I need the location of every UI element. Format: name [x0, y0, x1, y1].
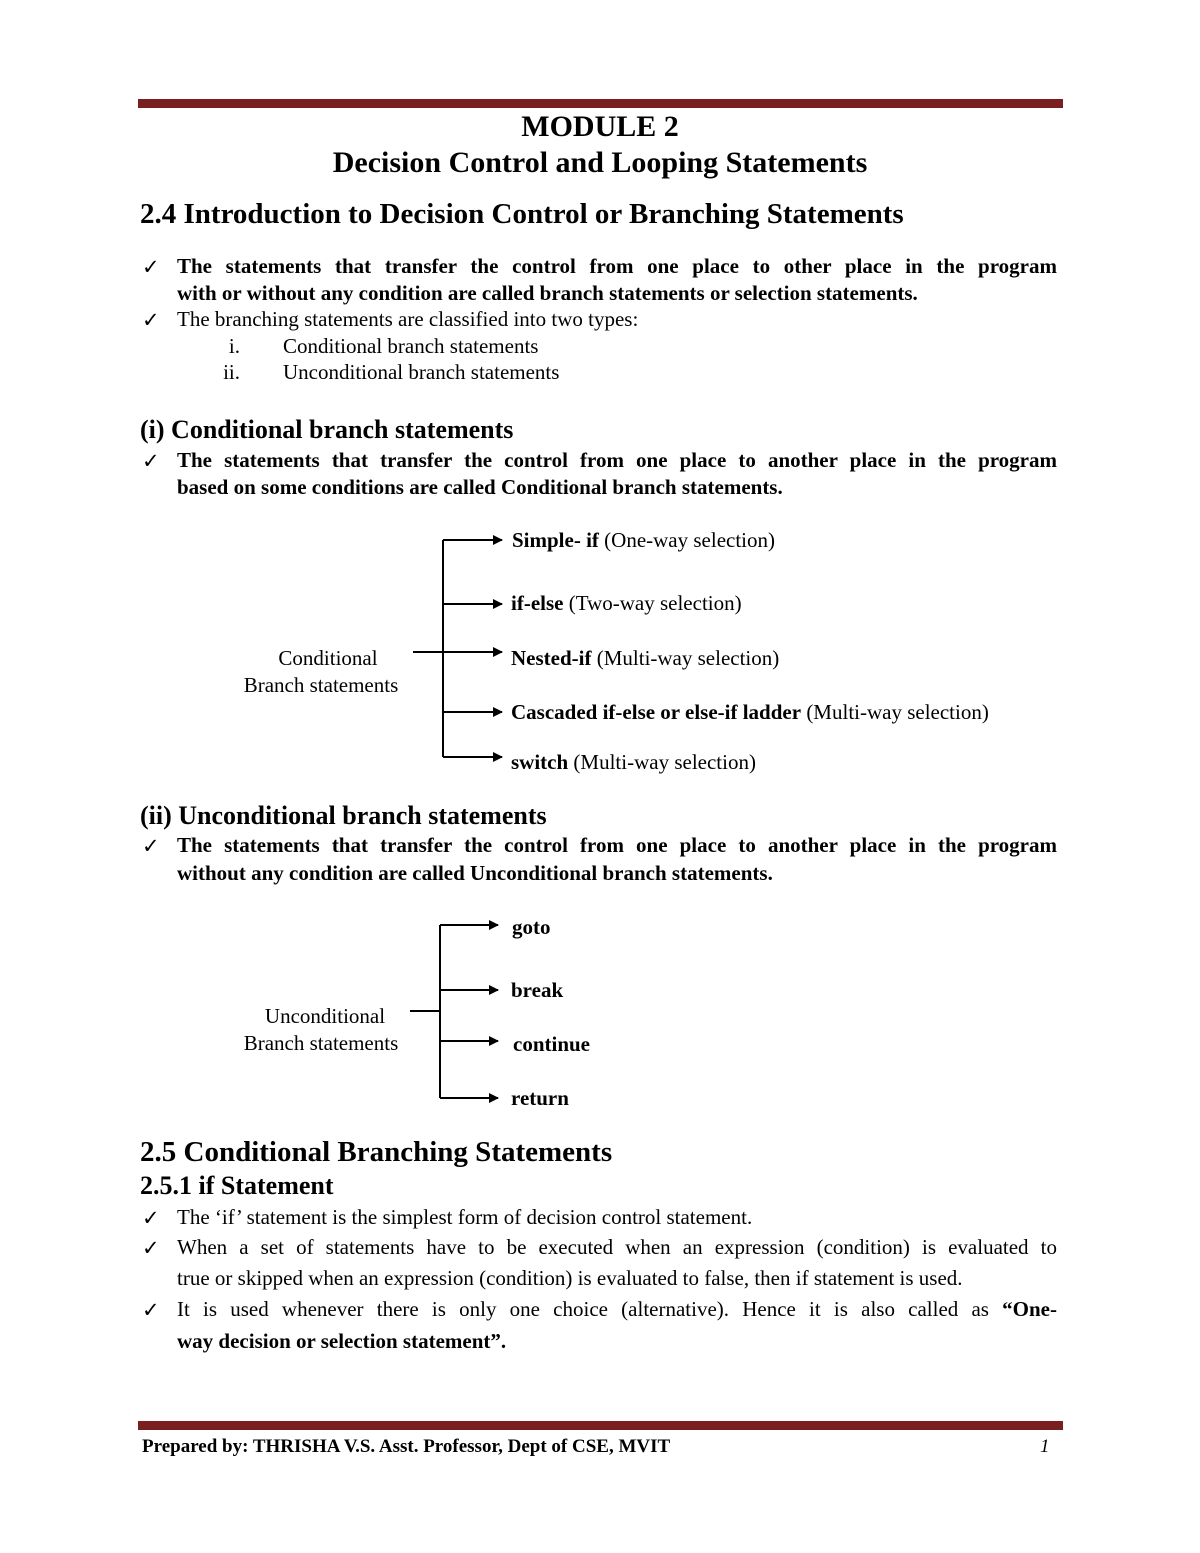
- uncond-item-continue: continue: [513, 1032, 591, 1056]
- sec25-bullet3-emphasis: “One-: [1002, 1297, 1057, 1321]
- cond-item-if-else: [511, 591, 742, 616]
- sec25-bullet3-line1: [177, 1297, 1057, 1322]
- check-icon: ✓: [142, 1206, 160, 1230]
- footer-prepared-by: Prepared by: THRISHA V.S. Asst. Professor, Dept of CSE, MVIT: [142, 1436, 671, 1457]
- conditional-diagram-label-1: Conditional: [278, 646, 378, 670]
- cond-item-cascaded: [511, 700, 989, 725]
- uncond-item-return: return: [511, 1086, 569, 1110]
- cond-item-simple-if: [512, 528, 775, 553]
- cond-item-keyword: Cascaded if-else or else-if ladder: [511, 700, 802, 724]
- sec25-bullet2-line1: When a set of statements have to be executed when an expression (condition) is evaluated to: [177, 1235, 1057, 1259]
- check-icon: ✓: [142, 449, 160, 473]
- check-icon: ✓: [142, 255, 160, 279]
- cond-item-keyword: Simple- if: [512, 528, 599, 552]
- sec25-bullet3-text: It is used whenever there is only one choice (alternative). Hence it is also called as: [177, 1297, 1003, 1321]
- sec25-bullet1: The ‘if’ statement is the simplest form of decision control statement.: [177, 1205, 753, 1229]
- cond-item-nested-if: [511, 646, 779, 671]
- document-title: Decision Control and Looping Statements: [332, 146, 868, 179]
- check-icon: ✓: [142, 1236, 160, 1260]
- cond-bullet-line1: The statements that transfer the control from one place to another place in the program: [177, 448, 1057, 472]
- unconditional-diagram-label-1: Unconditional: [264, 1004, 386, 1028]
- conditional-diagram-label-2: Branch statements: [243, 673, 399, 697]
- uncond-item-goto: goto: [512, 915, 551, 939]
- sec25-bullet2-line2: true or skipped when an expression (condition) is evaluated to false, then if statement is used.: [177, 1266, 963, 1290]
- cond-item-keyword: Nested-if: [511, 646, 592, 670]
- section-2-5-heading: 2.5 Conditional Branching Statements: [140, 1136, 613, 1168]
- uncond-bullet-line2: without any condition are called Unconditional branch statements.: [177, 861, 773, 885]
- cond-item-desc: (Multi-way selection): [591, 646, 780, 670]
- section-2-4-heading: 2.4 Introduction to Decision Control or Branching Statements: [140, 198, 904, 230]
- conditional-heading: (i) Conditional branch statements: [140, 415, 514, 444]
- uncond-bullet-line1: The statements that transfer the control from one place to another place in the program: [177, 833, 1057, 857]
- unconditional-heading: (ii) Unconditional branch statements: [140, 801, 547, 830]
- sec24-bullet1-line2: with or without any condition are called branch statements or selection statements.: [177, 281, 918, 305]
- cond-bullet-line2: based on some conditions are called Conditional branch statements.: [177, 475, 783, 499]
- module-title: MODULE 2: [521, 110, 679, 143]
- sec24-bullet1-line1: The statements that transfer the control from one place to other place in the program: [177, 254, 1057, 278]
- cond-item-keyword: if-else: [511, 591, 564, 615]
- list-number: ii.: [223, 360, 240, 384]
- cond-item-desc: (Multi-way selection): [801, 700, 989, 724]
- uncond-item-break: break: [511, 978, 564, 1002]
- cond-item-switch: [511, 750, 756, 775]
- unconditional-diagram-label-2: Branch statements: [243, 1031, 399, 1055]
- cond-item-keyword: switch: [511, 750, 569, 774]
- check-icon: ✓: [142, 834, 160, 858]
- page-number: 1: [1040, 1436, 1050, 1457]
- list-item: Unconditional branch statements: [283, 360, 560, 384]
- list-item: Conditional branch statements: [283, 334, 539, 358]
- check-icon: ✓: [142, 308, 160, 332]
- cond-item-desc: (Two-way selection): [563, 591, 742, 615]
- sec25-bullet3-line2: way decision or selection statement”.: [177, 1329, 507, 1353]
- cond-item-desc: (One-way selection): [598, 528, 776, 552]
- cond-item-desc: (Multi-way selection): [568, 750, 756, 774]
- check-icon: ✓: [142, 1298, 160, 1322]
- list-number: i.: [228, 334, 240, 358]
- section-2-5-1-heading: 2.5.1 if Statement: [140, 1171, 334, 1200]
- sec24-bullet2: The branching statements are classified into two types:: [177, 307, 639, 331]
